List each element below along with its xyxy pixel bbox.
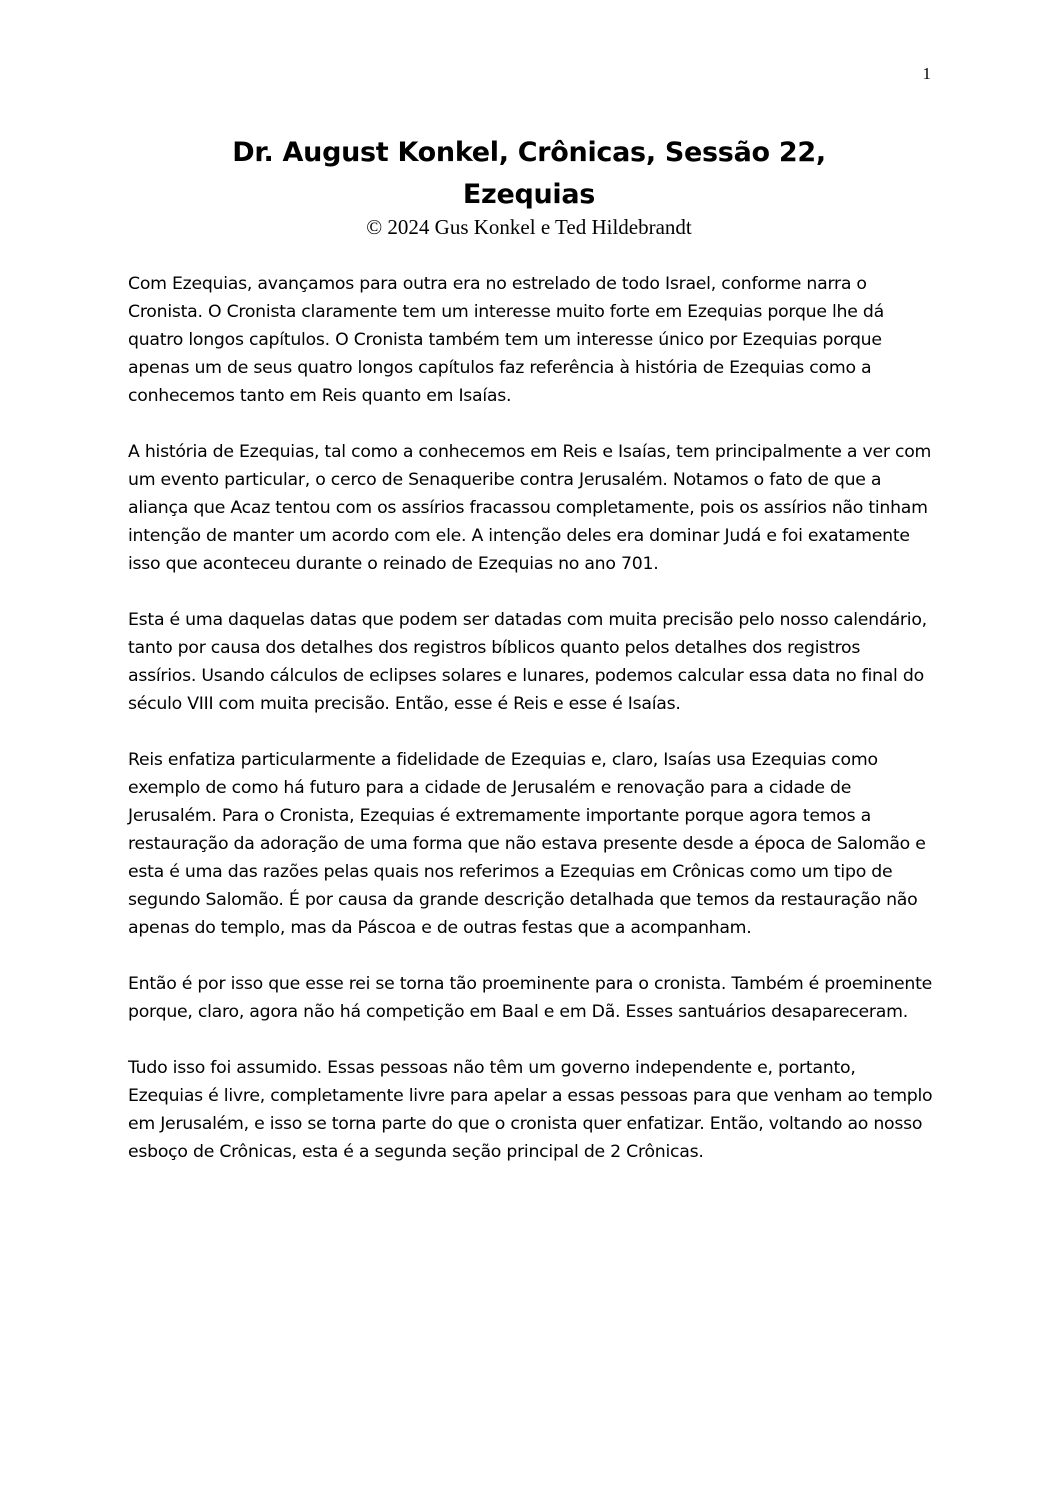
- paragraph: Com Ezequias, avançamos para outra era no estrelado de todo Israel, conforme narra o Cronista. O Cronista claramente tem um interesse muito forte em Ezequias porque lhe dá quatro longos capítulos. O Cronista também tem um interesse único por Ezequias porque apenas um de seus quatro longos capítulos faz referência à história de Ezequias como a conhecemos tanto em Reis quanto em Isaías.: [128, 274, 884, 406]
- paragraph: Então é por isso que esse rei se torna tão proeminente para o cronista. Também é proeminente porque, claro, agora não há competição em Baal e em Dã. Esses santuários desapareceram.: [128, 974, 932, 1022]
- body-text: [128, 270, 933, 1194]
- title-line-1: Dr. August Konkel, Crônicas, Sessão 22,: [232, 137, 826, 168]
- page-number: 1: [922, 64, 931, 83]
- paragraph: A história de Ezequias, tal como a conhecemos em Reis e Isaías, tem principalmente a ver com um evento particular, o cerco de Senaqueribe contra Jerusalém. Notamos o fato de que a aliança que Acaz tentou com os assírios fracassou completamente, pois os assírios não tinham intenção de manter um acordo com ele. A intenção deles era dominar Judá e foi exatamente isso que aconteceu durante o reinado de Ezequias no ano 701.: [128, 442, 932, 574]
- copyright-notice: © 2024 Gus Konkel e Ted Hildebrandt: [366, 215, 692, 239]
- paragraph: Esta é uma daquelas datas que podem ser datadas com muita precisão pelo nosso calendário, tanto por causa dos detalhes dos registros bíblicos quanto pelos detalhes dos registros assírios. Usando cálculos de eclipses solares e lunares, podemos calcular essa data no final do século VIII com muita precisão. Então, esse é Reis e esse é Isaías.: [128, 610, 927, 714]
- paragraph: Tudo isso foi assumido. Essas pessoas não têm um governo independente e, portanto, Ezequias é livre, completamente livre para apelar a essas pessoas para que venham ao templo em Jerusalém, e isso se torna parte do que o cronista quer enfatizar. Então, voltando ao nosso esboço de Crônicas, esta é a segunda seção principal de 2 Crônicas.: [128, 1058, 933, 1162]
- document-title: [0, 132, 1058, 216]
- paragraph: Reis enfatiza particularmente a fidelidade de Ezequias e, claro, Isaías usa Ezequias como exemplo de como há futuro para a cidade de Jerusalém e renovação para a cidade de Jerusalém. Para o Cronista, Ezequias é extremamente importante porque agora temos a restauração da adoração de uma forma que não estava presente desde a época de Salomão e esta é uma das razões pelas quais nos referimos a Ezequias em Crônicas como um tipo de segundo Salomão. É por causa da grande descrição detalhada que temos da restauração não apenas do templo, mas da Páscoa e de outras festas que a acompanham.: [128, 750, 926, 938]
- title-line-2: Ezequias: [462, 179, 596, 210]
